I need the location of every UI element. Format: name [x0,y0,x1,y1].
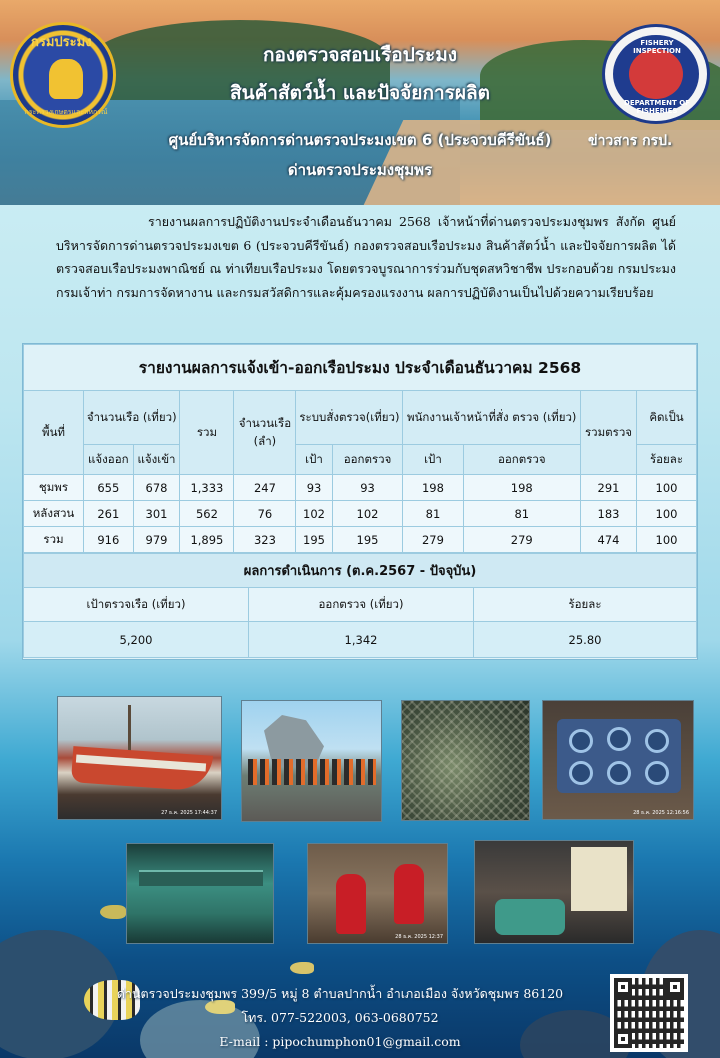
hold-hatch [569,729,593,753]
header-system-order: ระบบสั่งตรวจ(เที่ยว) [296,391,403,445]
cell-off-inspect: 81 [463,501,580,527]
qr-code[interactable] [610,974,688,1052]
header-system-inspected: ออกตรวจ [332,445,403,475]
photo-inspection-team [241,700,382,822]
fisheries-department-logo [10,22,116,128]
header-system-target: เป้า [296,445,332,475]
logo-bottom-text: กระทรวงเกษตรและสหกรณ์ [24,108,108,116]
fire-extinguisher-icon [394,864,424,924]
engine-pipe [495,899,565,935]
hold-hatch [607,727,631,751]
cell-vessels: 323 [234,527,296,553]
cell-sys-target: 93 [296,475,332,501]
header-trips: จำนวนเรือ (เที่ยว) [84,391,180,445]
cell-total-inspect: 183 [581,501,637,527]
header-notify-in: แจ้งเข้า [133,445,180,475]
page-title-line2: สินค้าสัตว์น้ำ และปัจจัยการผลิต [230,82,490,104]
photo-timestamp: 28 ธ.ค. 2025 12:16:56 [633,810,689,816]
engine-number-plate [139,870,263,886]
cell-in: 979 [133,527,180,553]
photo-engine-plate [126,843,274,944]
cell-in: 301 [133,501,180,527]
cell-off-inspect: 198 [463,475,580,501]
photo-timestamp: 27 ธ.ค. 2025 17:44:37 [161,810,217,816]
cell-off-target: 279 [403,527,463,553]
fish-decoration [100,905,126,919]
header-percent-top: คิดเป็น [637,391,697,445]
cell-in: 678 [133,475,180,501]
logo-top-text: FISHERY INSPECTION [633,39,681,55]
cell-out: 655 [84,475,134,501]
qr-pattern [614,978,684,1048]
cell-total-inspect: 474 [581,527,637,553]
summary-header-percent: ร้อยละ [474,588,697,622]
boat-mast [128,705,131,755]
cell-off-target: 198 [403,475,463,501]
cell-total: 1,333 [180,475,234,501]
cell-out: 261 [84,501,134,527]
intro-paragraph: รายงานผลการปฏิบัติงานประจำเดือนธันวาคม 2568 เจ้าหน้าที่ด่านตรวจประมงชุมพร สังกัด ศูนย์บริหารจัดการด่านตรวจประมงเขต 6 (ประจวบคีรีขันธ์) กองตรวจสอบเรือประมง สินค้าสัตว์น้ำ และปัจจัยการผลิต ได้ตรวจสอบเรือประมงพาณิชย์ ณ ท่าเทียบเรือประมง โดยตรวจบูรณาการร่วมกับชุดสหวิชาชีพ ประกอบด้วย กรมประมง กรมเจ้าท่า กรมการจัดหางาน และกรมสวัสดิการและคุ้มครองแรงงาน ผลการปฏิบัติงานเป็นไปด้วยความเรียบร้อย [56,214,676,300]
hold-hatch [607,761,631,785]
page-title: กองตรวจสอบเรือประมง [263,44,457,66]
emblem-icon [49,59,83,99]
cell-total-inspect: 291 [581,475,637,501]
photo-fishing-boat [57,696,222,820]
report-table [22,343,698,660]
page-subtitle: ศูนย์บริหารจัดการด่านตรวจประมงเขต 6 (ประจวบคีรีขันธ์) [168,131,552,149]
hold-hatch [645,729,669,753]
cell-percent: 100 [637,527,697,553]
cell-area: ชุมพร [24,475,84,501]
table-row [24,475,697,501]
header-banner [0,0,720,205]
footer-address: ด่านตรวจประมงชุมพร 399/5 หมู่ 8 ตำบลปากน้ำ อำเภอเมือง จังหวัดชุมพร 86120 [116,986,564,1001]
cell-vessels: 247 [234,475,296,501]
cell-sys-inspect: 195 [332,527,403,553]
summary-inspected-value: 1,342 [249,622,474,658]
fire-extinguisher-icon [336,874,366,934]
photo-engine-room [474,840,634,944]
news-tag: ข่าวสาร กรป. [588,133,673,149]
report-title: รายงานผลการแจ้งเข้า-ออกเรือประมง ประจำเดือนธันวาคม 2568 [24,345,697,391]
header-percent-bottom: ร้อยละ [637,445,697,475]
net-pattern [402,701,530,821]
header-officer-target: เป้า [403,445,463,475]
header-area: พื้นที่ [24,391,84,475]
hold-hatch [569,761,593,785]
logo-top-text: กรมประมง [31,35,92,50]
cell-percent: 100 [637,475,697,501]
cell-total: 1,895 [180,527,234,553]
header-total-inspect: รวมตรวจ [581,391,637,475]
cell-off-target: 81 [403,501,463,527]
summary-percent-value: 25.80 [474,622,697,658]
photo-fire-extinguishers [307,843,448,944]
summary-target-value: 5,200 [24,622,249,658]
photo-fish-hold [542,700,694,820]
qr-finder [614,978,632,996]
header-total: รวม [180,391,234,475]
header-officer-inspected: ออกตรวจ [463,445,580,475]
cell-area: หลังสวน [24,501,84,527]
team-group [248,759,376,785]
photo-timestamp: 28 ธ.ค. 2025 12:37 [395,934,443,940]
cell-sys-inspect: 93 [332,475,403,501]
cell-out: 916 [84,527,134,553]
qr-finder [614,1030,632,1048]
table-row [24,501,697,527]
summary-header-target: เป้าตรวจเรือ (เที่ยว) [24,588,249,622]
table-row-total [24,527,697,553]
photo-fishing-net [401,700,530,821]
summary-header-inspected: ออกตรวจ (เที่ยว) [249,588,474,622]
footer-email[interactable]: E-mail : pipochumphon01@gmail.com [219,1034,461,1049]
header-officer-order: พนักงานเจ้าหน้าที่สั่ง ตรวจ (เที่ยว) [403,391,581,445]
summary-title: ผลการดำเนินการ (ต.ค.2567 - ปัจจุบัน) [24,554,697,588]
logo-center [629,49,683,99]
cell-off-inspect: 279 [463,527,580,553]
cell-sys-target: 102 [296,501,332,527]
page-subtitle-line2: ด่านตรวจประมงชุมพร [287,161,433,179]
cell-percent: 100 [637,501,697,527]
hold-hatch [645,761,669,785]
cell-total: 562 [180,501,234,527]
logo-bottom-text: DEPARTMENT OF FISHERIES [624,99,690,115]
cell-sys-inspect: 102 [332,501,403,527]
fish-decoration [290,962,314,974]
qr-finder [666,978,684,996]
footer-phone: โทร. 077-522003, 063-0680752 [241,1010,439,1025]
fishery-inspection-logo [602,24,710,124]
cell-vessels: 76 [234,501,296,527]
header-vessels: จำนวนเรือ (ลำ) [234,391,296,475]
warning-sign [571,847,627,911]
cell-area: รวม [24,527,84,553]
cell-sys-target: 195 [296,527,332,553]
header-notify-out: แจ้งออก [84,445,134,475]
